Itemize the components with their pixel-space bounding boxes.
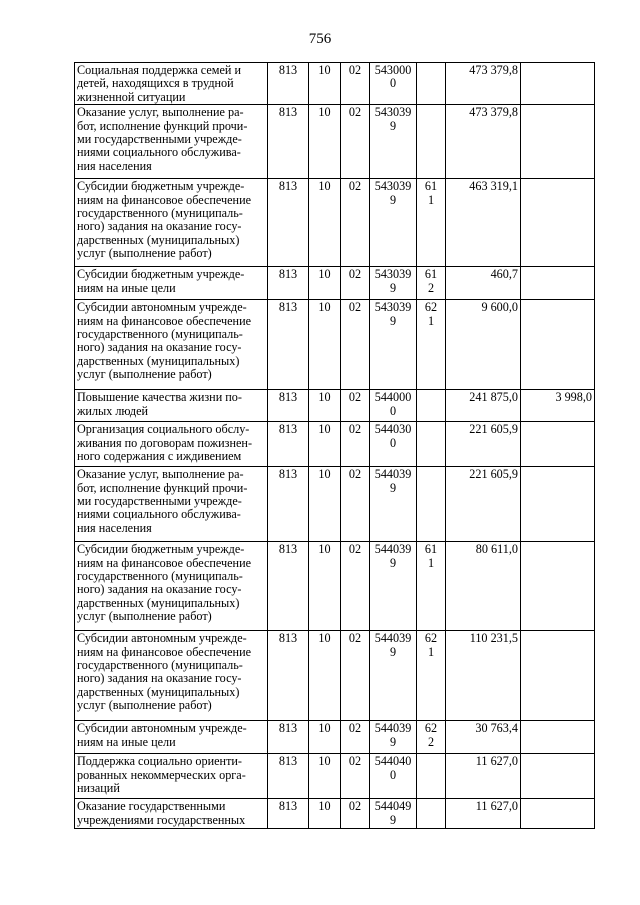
cell-department-code-text: 813 [278,721,298,736]
cell-section-text: 10 [318,467,331,482]
cell-target-article-text: 544039 9 [374,467,412,495]
cell-expense-type-text: 61 1 [424,179,438,207]
cell-name-text: Субсидии автономным учрежде- ниям на иные цели [77,721,247,749]
cell-name [75,422,268,467]
cell-subsection [341,63,370,105]
cell-subsection [341,754,370,799]
cell-expense-type [417,267,446,300]
table-row [75,300,595,390]
cell-section-text: 10 [318,267,331,282]
cell-department-code [268,422,309,467]
cell-section [309,721,341,754]
cell-amount [446,300,521,390]
cell-subsection [341,105,370,179]
table-row [75,179,595,267]
cell-department-code-text: 813 [278,63,298,77]
cell-expense-type [417,467,446,542]
table-row [75,799,595,829]
budget-table [74,62,595,829]
cell-subsection-text: 02 [348,300,362,315]
cell-target-article [370,721,417,754]
cell-amount [446,542,521,631]
cell-amount [446,390,521,422]
cell-target-article-text: 543039 9 [374,105,412,133]
cell-amount-extra [521,721,595,754]
cell-amount-extra [521,390,595,422]
cell-name-text: Субсидии бюджетным учрежде- ниям на финансовое обеспечение государственного (муниципаль- ного) задания на оказание госу- дарственных (муниципальных) услуг (выполнение работ) [77,179,252,261]
cell-target-article-text: 543039 9 [374,267,412,295]
cell-amount-text: 221 605,9 [469,422,518,437]
cell-amount [446,179,521,267]
cell-subsection [341,631,370,721]
cell-expense-type [417,422,446,467]
cell-target-article-text: 544040 0 [374,754,412,782]
cell-amount-extra [521,754,595,799]
cell-section [309,300,341,390]
cell-section [309,631,341,721]
cell-department-code-text: 813 [278,467,298,482]
cell-amount-extra [521,467,595,542]
table-row [75,267,595,300]
page-number: 756 [308,31,332,47]
cell-department-code [268,300,309,390]
cell-section [309,267,341,300]
cell-name [75,300,268,390]
cell-amount [446,267,521,300]
cell-subsection [341,467,370,542]
cell-amount [446,799,521,829]
cell-expense-type [417,754,446,799]
cell-section [309,542,341,631]
cell-amount-text: 11 627,0 [475,799,518,814]
cell-name [75,105,268,179]
cell-amount [446,467,521,542]
cell-department-code [268,799,309,829]
cell-target-article-text: 544039 9 [374,721,412,749]
cell-expense-type [417,542,446,631]
cell-subsection [341,300,370,390]
cell-expense-type-text: 62 1 [424,631,438,659]
cell-department-code [268,721,309,754]
cell-amount-extra [521,799,595,829]
cell-amount-text: 110 231,5 [469,631,518,646]
cell-name-text: Оказание услуг, выполнение ра- бот, исполнение функций прочи- ми государственными учрежде- ниями социального обслужива- ния населения [77,105,248,173]
cell-expense-type-text: 61 1 [424,542,438,570]
cell-department-code-text: 813 [278,754,298,769]
cell-subsection [341,721,370,754]
cell-expense-type [417,799,446,829]
cell-name [75,63,268,105]
table-body [75,63,595,829]
cell-subsection-text: 02 [348,631,362,646]
cell-department-code [268,179,309,267]
cell-target-article-text: 543000 0 [374,63,412,91]
cell-section-text: 10 [318,63,331,77]
cell-subsection-text: 02 [348,105,362,120]
table-row [75,390,595,422]
cell-section-text: 10 [318,799,331,814]
cell-amount-text: 241 875,0 [469,390,518,405]
cell-amount [446,754,521,799]
cell-target-article-text: 544039 9 [374,631,412,659]
cell-target-article-text: 543039 9 [374,300,412,328]
cell-department-code-text: 813 [278,300,298,315]
cell-target-article [370,422,417,467]
cell-amount [446,631,521,721]
cell-subsection-text: 02 [348,467,362,482]
cell-name [75,754,268,799]
cell-name-text: Оказание услуг, выполнение ра- бот, исполнение функций прочи- ми государственными учрежде- ниями социального обслужива- ния населения [77,467,248,535]
cell-name [75,390,268,422]
cell-amount-text: 11 627,0 [475,754,518,769]
cell-section-text: 10 [318,542,331,557]
cell-expense-type [417,300,446,390]
cell-section [309,63,341,105]
cell-target-article [370,105,417,179]
cell-target-article-text: 544000 0 [374,390,412,418]
cell-subsection-text: 02 [348,542,362,557]
cell-department-code-text: 813 [278,390,298,405]
cell-amount-extra-text: 3 998,0 [555,390,592,405]
cell-subsection-text: 02 [348,179,362,194]
cell-name-text: Поддержка социально ориенти- рованных некоммерческих орга- низаций [77,754,246,796]
cell-target-article-text: 544030 0 [374,422,412,450]
cell-name [75,267,268,300]
cell-subsection [341,390,370,422]
cell-section [309,422,341,467]
cell-department-code-text: 813 [278,799,298,814]
table-row [75,63,595,105]
cell-name [75,542,268,631]
cell-expense-type-text: 62 1 [424,300,438,328]
cell-amount-text: 9 600,0 [481,300,518,315]
cell-target-article [370,300,417,390]
cell-target-article [370,63,417,105]
cell-expense-type [417,631,446,721]
cell-name [75,467,268,542]
cell-section [309,179,341,267]
cell-name [75,179,268,267]
cell-amount-extra [521,300,595,390]
cell-subsection [341,179,370,267]
cell-name-text: Субсидии автономным учрежде- ниям на финансовое обеспечение государственного (муниципаль- ного) задания на оказание госу- дарственных (муниципальных) услуг (выполнение работ) [77,631,252,713]
cell-department-code [268,467,309,542]
cell-subsection-text: 02 [348,390,362,405]
cell-department-code [268,105,309,179]
cell-name-text: Организация социального обслу- живания по договорам пожизнен- ного содержания с иждивением [77,422,252,464]
cell-section-text: 10 [318,721,331,736]
cell-section-text: 10 [318,422,331,437]
cell-amount-text: 30 763,4 [475,721,518,736]
cell-name [75,721,268,754]
cell-name-text: Социальная поддержка семей и детей, находящихся в трудной жизненной ситуации [77,63,241,104]
cell-section-text: 10 [318,300,331,315]
cell-department-code-text: 813 [278,105,298,120]
cell-department-code [268,542,309,631]
cell-name-text: Субсидии автономным учрежде- ниям на финансовое обеспечение государственного (муниципаль- ного) задания на оказание госу- дарственных (муниципальных) услуг (выполнение работ) [77,300,252,382]
cell-expense-type [417,179,446,267]
cell-amount-extra [521,179,595,267]
cell-amount-extra [521,542,595,631]
cell-section [309,799,341,829]
cell-target-article-text: 544049 9 [374,799,412,827]
cell-expense-type [417,390,446,422]
cell-subsection [341,799,370,829]
cell-target-article-text: 544039 9 [374,542,412,570]
cell-amount-text: 463 319,1 [469,179,518,194]
cell-section-text: 10 [318,631,331,646]
cell-amount [446,63,521,105]
cell-section [309,105,341,179]
cell-amount [446,105,521,179]
cell-target-article [370,754,417,799]
cell-section [309,467,341,542]
table-row [75,422,595,467]
cell-expense-type-text: 62 2 [424,721,438,749]
cell-department-code-text: 813 [278,631,298,646]
cell-subsection [341,422,370,467]
cell-section [309,390,341,422]
table-row [75,542,595,631]
cell-expense-type [417,721,446,754]
cell-section-text: 10 [318,390,331,405]
table-row [75,754,595,799]
cell-subsection [341,267,370,300]
cell-target-article [370,179,417,267]
cell-name-text: Оказание государственными учреждениями государственных [77,799,246,827]
cell-name [75,799,268,829]
cell-department-code-text: 813 [278,542,298,557]
cell-department-code [268,267,309,300]
cell-name-text: Субсидии бюджетным учрежде- ниям на финансовое обеспечение государственного (муниципаль- ного) задания на оказание госу- дарственных (муниципальных) услуг (выполнение работ) [77,542,252,624]
cell-name-text: Повышение качества жизни по- жилых людей [77,390,242,418]
cell-name [75,631,268,721]
cell-target-article [370,390,417,422]
cell-amount-text: 221 605,9 [469,467,518,482]
cell-subsection-text: 02 [348,63,362,77]
cell-department-code-text: 813 [278,267,298,282]
cell-department-code-text: 813 [278,422,298,437]
table-row [75,721,595,754]
cell-target-article [370,267,417,300]
cell-amount-text: 473 379,8 [469,63,518,77]
cell-department-code-text: 813 [278,179,298,194]
cell-target-article-text: 543039 9 [374,179,412,207]
cell-amount-extra [521,267,595,300]
cell-expense-type-text: 61 2 [424,267,438,295]
cell-target-article [370,799,417,829]
cell-subsection-text: 02 [348,721,362,736]
cell-amount-text: 460,7 [490,267,518,282]
cell-department-code [268,63,309,105]
cell-department-code [268,631,309,721]
table-row [75,105,595,179]
cell-subsection-text: 02 [348,754,362,769]
cell-expense-type [417,105,446,179]
cell-section-text: 10 [318,179,331,194]
table-row [75,467,595,542]
cell-amount-extra [521,63,595,105]
cell-section [309,754,341,799]
cell-target-article [370,467,417,542]
cell-department-code [268,754,309,799]
cell-subsection-text: 02 [348,422,362,437]
cell-expense-type [417,63,446,105]
cell-target-article [370,631,417,721]
cell-amount-text: 473 379,8 [469,105,518,120]
cell-section-text: 10 [318,105,331,120]
cell-subsection-text: 02 [348,267,362,282]
cell-amount-extra [521,631,595,721]
cell-subsection-text: 02 [348,799,362,814]
cell-section-text: 10 [318,754,331,769]
cell-name-text: Субсидии бюджетным учрежде- ниям на иные цели [77,267,245,295]
cell-amount-extra [521,105,595,179]
cell-amount-text: 80 611,0 [475,542,518,557]
cell-target-article [370,542,417,631]
cell-amount [446,422,521,467]
table-row [75,631,595,721]
cell-subsection [341,542,370,631]
cell-amount-extra [521,422,595,467]
cell-department-code [268,390,309,422]
cell-amount [446,721,521,754]
